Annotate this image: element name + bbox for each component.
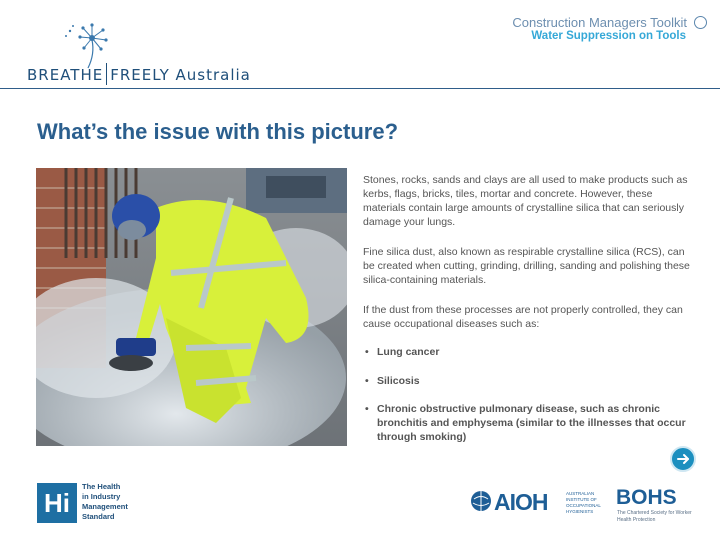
bullet-marker: • [365, 374, 369, 387]
hi-logo-mark: Hi [37, 483, 77, 523]
bullet-marker: • [365, 403, 369, 415]
paragraph-silica-dust: Fine silica dust, also known as respirable crystalline silica (RCS), can be created when cutting, grinding, drilling, sanding and polishing these silica-containing materials. [363, 246, 690, 286]
aioh-full-name: AUSTRALIAN INSTITUTE OF OCCUPATIONAL HYGIENISTS [566, 491, 601, 514]
toolkit-subtitle: Water Suppression on Tools [531, 30, 686, 42]
bubble-icon [694, 16, 707, 29]
bullet-text: Silicosis [377, 374, 420, 387]
toolkit-title: Construction Managers Toolkit [512, 15, 687, 30]
hi-text-line: Standard [82, 512, 115, 521]
hi-text-line: in Industry [82, 492, 121, 501]
logo-wordmark [27, 63, 251, 85]
aioh-globe-icon [470, 490, 492, 512]
logo-divider [106, 63, 107, 85]
hi-text-line: Management [82, 502, 128, 511]
bullet-marker: • [365, 346, 369, 358]
list-item [363, 345, 693, 359]
disease-list [363, 345, 693, 459]
paragraph-materials: Stones, rocks, sands and clays are all used to make products such as kerbs, flags, bricks, tiles, mortar and concrete. However, these materials contain large amounts of crystalline silica that can seriously damage your lungs. [363, 174, 688, 228]
page-title: What’s the issue with this picture? [37, 119, 399, 144]
paragraph-diseases-intro: If the dust from these processes are not properly controlled, they can cause occupational diseases such as: [363, 304, 683, 330]
hi-logo-text [82, 482, 142, 522]
worker-cutting-photo [36, 168, 347, 446]
logo-breathe: BREATHE [27, 66, 104, 84]
bullet-text: Lung cancer [377, 346, 440, 358]
next-slide-button[interactable] [670, 446, 696, 472]
bullet-text: Chronic obstructive pulmonary disease, such as chronic bronchitis and emphysema (similar to the illnesses that occur through smoking) [377, 403, 686, 443]
breathe-freely-logo [0, 0, 260, 88]
arrow-right-icon [672, 448, 694, 470]
hi-text-line: The Health [82, 482, 121, 491]
bohs-tagline: The Chartered Society for Worker Health Protection [617, 510, 692, 523]
list-item [363, 402, 693, 444]
worker-photo [36, 168, 347, 446]
header-divider [0, 88, 720, 89]
logo-freely: FREELY Australia [110, 66, 251, 84]
aioh-logo: AIOH [494, 489, 548, 515]
bohs-logo: BOHS [616, 486, 677, 509]
list-item [363, 374, 693, 388]
